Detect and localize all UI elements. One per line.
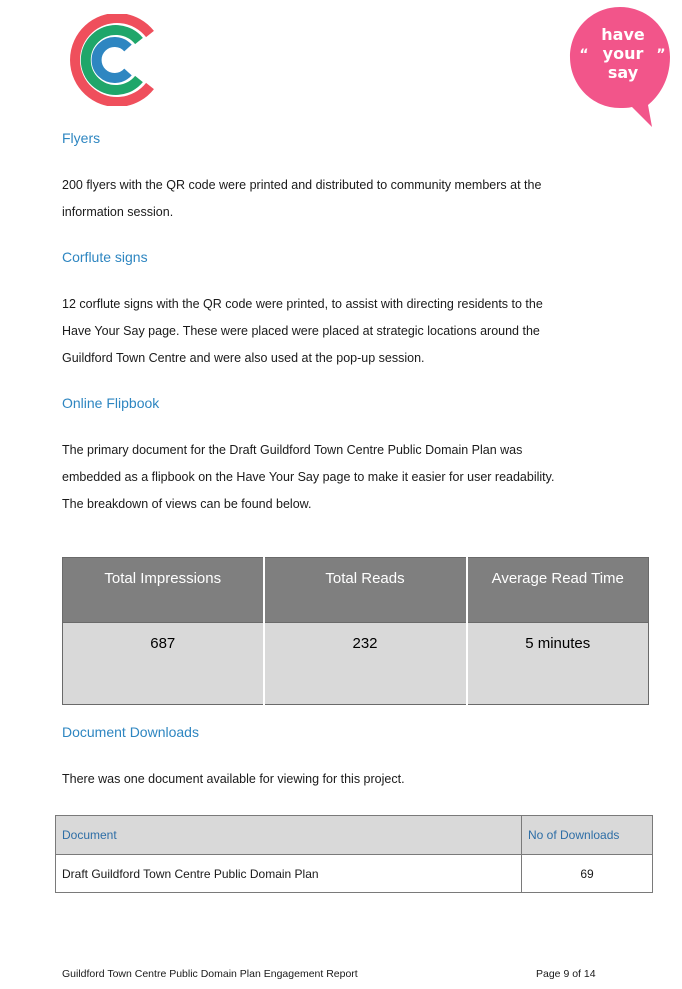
column-header-document: Document	[56, 816, 522, 855]
section-heading-downloads: Document Downloads	[62, 724, 199, 740]
paragraph-line: Have Your Say page. These were placed were placed at strategic locations around the	[62, 324, 540, 338]
document-downloads-table	[55, 815, 653, 893]
section-heading-flyers: Flyers	[62, 130, 101, 146]
paragraph-line: information session.	[62, 205, 174, 219]
column-header-total-reads: Total Reads	[264, 558, 467, 623]
hys-line3: say	[607, 63, 639, 82]
hys-line1: have	[601, 25, 645, 44]
value-total-reads: 232	[264, 623, 467, 705]
value-total-impressions: 687	[63, 623, 264, 705]
paragraph-flipbook	[62, 437, 622, 518]
paragraph-line: The breakdown of views can be found below.	[62, 497, 312, 511]
paragraph-line: The primary document for the Draft Guildford Town Centre Public Domain Plan was	[62, 443, 523, 457]
hys-line2: your	[602, 44, 644, 63]
paragraph-line: embedded as a flipbook on the Have Your Say page to make it easier for user readability.	[62, 470, 555, 484]
table-row	[56, 855, 653, 893]
document-name-cell: Draft Guildford Town Centre Public Domain Plan	[56, 855, 522, 893]
paragraph-corflute	[62, 291, 622, 372]
paragraph-line: 12 corflute signs with the QR code were printed, to assist with directing residents to the	[62, 297, 543, 311]
paragraph-flyers	[62, 172, 622, 226]
section-heading-flipbook: Online Flipbook	[62, 395, 160, 411]
column-header-total-impressions: Total Impressions	[63, 558, 264, 623]
download-count-cell: 69	[522, 855, 653, 893]
section-heading-corflute: Corflute signs	[62, 249, 148, 265]
close-quote-icon: ”	[656, 47, 666, 63]
council-c-logo	[66, 14, 158, 106]
flipbook-views-table	[62, 557, 649, 705]
paragraph-line: 200 flyers with the QR code were printed and distributed to community members at the	[62, 178, 542, 192]
footer-report-title: Guildford Town Centre Public Domain Plan Engagement Report	[62, 968, 358, 980]
paragraph-line: Guildford Town Centre and were also used at the pop-up session.	[62, 351, 425, 365]
paragraph-line: There was one document available for viewing for this project.	[62, 772, 405, 786]
table-row	[63, 623, 649, 705]
table-header-row	[56, 816, 653, 855]
open-quote-icon: “	[579, 47, 589, 63]
column-header-average-read-time: Average Read Time	[467, 558, 649, 623]
table-header-row	[63, 558, 649, 623]
column-header-downloads: No of Downloads	[522, 816, 653, 855]
footer-page-number: Page 9 of 14	[536, 968, 596, 980]
paragraph-downloads	[62, 766, 622, 793]
value-average-read-time: 5 minutes	[467, 623, 649, 705]
have-your-say-logo	[568, 5, 672, 129]
